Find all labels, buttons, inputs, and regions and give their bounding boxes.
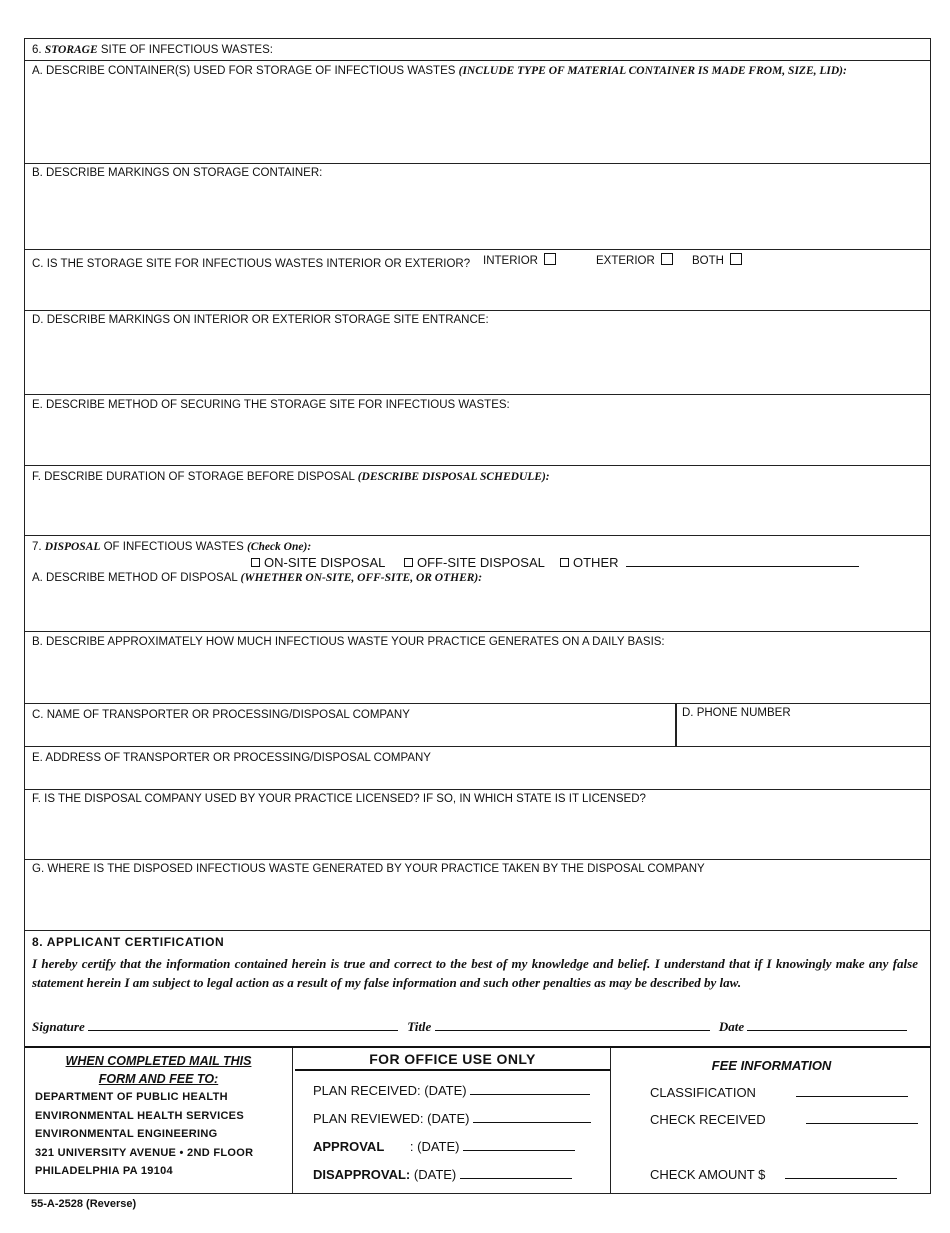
field-7c-label: C. NAME OF TRANSPORTER OR PROCESSING/DISPOSAL COMPANY [32,709,410,721]
checkbox-exterior[interactable] [661,253,673,265]
mail-address-line: ENVIRONMENTAL ENGINEERING [35,1128,218,1140]
field-6a-container-description[interactable] [25,61,930,164]
mail-heading-2: FORM AND FEE TO: [98,1072,219,1086]
field-6e-securing-method[interactable] [25,395,930,466]
section-7-title-emphasis: DISPOSAL [44,541,101,553]
section-6-header [25,39,930,61]
checkbox-other[interactable] [560,558,569,567]
field-7c-7d-row [25,704,930,747]
field-6a-label: A. DESCRIBE CONTAINER(S) USED FOR STORAGE OF INFECTIOUS WASTES [32,65,456,77]
office-use-heading: FOR OFFICE USE ONLY [295,1048,610,1071]
mail-heading-1: WHEN COMPLETED MAIL THIS [65,1054,252,1068]
approval-label: APPROVAL [313,1139,385,1154]
form-number: 55-A-2528 (Reverse) [31,1198,137,1210]
field-7g-disposal-destination[interactable] [25,860,930,931]
field-6b-container-markings[interactable] [25,164,930,250]
other-disposal-input[interactable] [626,566,859,567]
check-received-input[interactable] [806,1123,918,1124]
approval-row [313,1133,610,1161]
approval-input[interactable] [463,1150,575,1151]
field-6f-storage-duration[interactable] [25,466,930,536]
option-both[interactable]: BOTH [692,253,742,267]
plan-received-label: PLAN RECEIVED: (DATE) [313,1083,467,1098]
plan-received-row [313,1077,610,1105]
mail-address-line: 321 UNIVERSITY AVENUE • 2ND FLOOR [35,1146,254,1159]
infectious-waste-form [24,38,931,1194]
mail-address-line: ENVIRONMENTAL HEALTH SERVICES [35,1109,244,1122]
classification-input[interactable] [796,1096,908,1097]
field-7g-label: G. WHERE IS THE DISPOSED INFECTIOUS WASTE GENERATED BY YOUR PRACTICE TAKEN BY THE DISPOSAL COMPANY [32,863,705,875]
certification-statement: I hereby certify that the information contained herein is true and correct to the best of my knowledge and belief. I understand that if I knowingly make any false statement herein I am subject to legal action as a result of my false information and such other penalties as may be described by law. [32,956,918,990]
field-6c-interior-exterior [25,250,930,311]
plan-received-input[interactable] [470,1094,590,1095]
option-interior[interactable]: INTERIOR [483,253,556,267]
disapproval-row [313,1161,610,1189]
date-input[interactable] [747,1030,907,1031]
classification-row [650,1085,930,1100]
option-exterior[interactable]: EXTERIOR [596,253,673,267]
option-other-disposal[interactable]: OTHER [560,555,859,570]
check-received-label: CHECK RECEIVED [650,1112,766,1127]
field-7c-transporter-name[interactable] [35,704,663,747]
section-7-title: OF INFECTIOUS WASTES [103,541,244,553]
option-on-site-disposal[interactable]: ON-SITE DISPOSAL [251,555,385,570]
fee-heading: FEE INFORMATION [711,1058,832,1073]
plan-reviewed-label: PLAN REVIEWED: (DATE) [313,1111,470,1126]
field-7e-transporter-address[interactable] [25,747,930,790]
field-7f-label: F. IS THE DISPOSAL COMPANY USED BY YOUR PRACTICE LICENSED? IF SO, IN WHICH STATE IS IT LICENSED? [32,793,646,805]
checkbox-interior[interactable] [544,253,556,265]
check-amount-label: CHECK AMOUNT $ [650,1167,766,1182]
field-6f-note: (DESCRIBE DISPOSAL SCHEDULE): [357,471,550,483]
checkbox-on-site[interactable] [251,558,260,567]
approval-date-label: : (DATE) [409,1139,460,1154]
title-label: Title [407,1019,432,1034]
field-7b-daily-volume[interactable] [25,632,930,704]
fee-information-box [613,1048,930,1194]
option-off-site-disposal[interactable]: OFF-SITE DISPOSAL [404,555,545,570]
field-7b-label: B. DESCRIBE APPROXIMATELY HOW MUCH INFECTIOUS WASTE YOUR PRACTICE GENERATES ON A DAILY BASIS: [32,636,665,648]
section-7-note: (Check One): [246,541,312,553]
section-6-title-emphasis: STORAGE [44,44,98,56]
signature-row [32,1019,907,1035]
classification-label: CLASSIFICATION [650,1085,756,1100]
title-input[interactable] [435,1030,710,1031]
disapproval-label: DISAPPROVAL: [313,1167,411,1182]
checkbox-both[interactable] [730,253,742,265]
field-7f-licensed-state[interactable] [25,790,930,860]
section-7-number: 7. [32,541,42,553]
plan-reviewed-row [313,1105,610,1133]
plan-reviewed-input[interactable] [473,1122,591,1123]
check-amount-input[interactable] [785,1178,897,1179]
disapproval-date-label: (DATE) [413,1167,457,1182]
check-amount-row [650,1167,930,1182]
mailing-address-box [25,1048,293,1194]
section-6-number: 6. [32,44,42,56]
field-7e-label: E. ADDRESS OF TRANSPORTER OR PROCESSING/DISPOSAL COMPANY [32,752,431,764]
mail-address-line: PHILADELPHIA PA 19104 [35,1165,173,1177]
field-7a-note: (WHETHER ON-SITE, OFF-SITE, OR OTHER): [240,572,483,584]
field-6d-entrance-markings[interactable] [25,311,930,395]
field-6c-label: C. IS THE STORAGE SITE FOR INFECTIOUS WASTES INTERIOR OR EXTERIOR? [32,258,471,270]
disapproval-input[interactable] [460,1178,572,1179]
section-7-disposal [25,536,930,632]
field-6d-label: D. DESCRIBE MARKINGS ON INTERIOR OR EXTERIOR STORAGE SITE ENTRANCE: [32,314,489,326]
field-7a-label: A. DESCRIBE METHOD OF DISPOSAL [32,572,238,584]
field-6b-label: B. DESCRIBE MARKINGS ON STORAGE CONTAINER: [32,167,323,179]
field-7d-label: D. PHONE NUMBER [682,707,791,719]
office-use-box [295,1048,611,1194]
section-8-certification [25,931,930,1048]
section-8-title: 8. APPLICANT CERTIFICATION [32,935,225,949]
field-6e-label: E. DESCRIBE METHOD OF SECURING THE STORAGE SITE FOR INFECTIOUS WASTES: [32,399,510,411]
mail-address-line: DEPARTMENT OF PUBLIC HEALTH [35,1091,228,1103]
section-6-title: SITE OF INFECTIOUS WASTES: [100,44,273,56]
field-6f-label: F. DESCRIBE DURATION OF STORAGE BEFORE DISPOSAL [32,471,355,483]
signature-input[interactable] [88,1030,398,1031]
field-6a-note: (INCLUDE TYPE OF MATERIAL CONTAINER IS MADE FROM, SIZE, LID): [458,65,847,77]
check-received-row [650,1112,930,1127]
signature-label: Signature [32,1019,85,1034]
checkbox-off-site[interactable] [404,558,413,567]
date-label: Date [718,1019,745,1034]
